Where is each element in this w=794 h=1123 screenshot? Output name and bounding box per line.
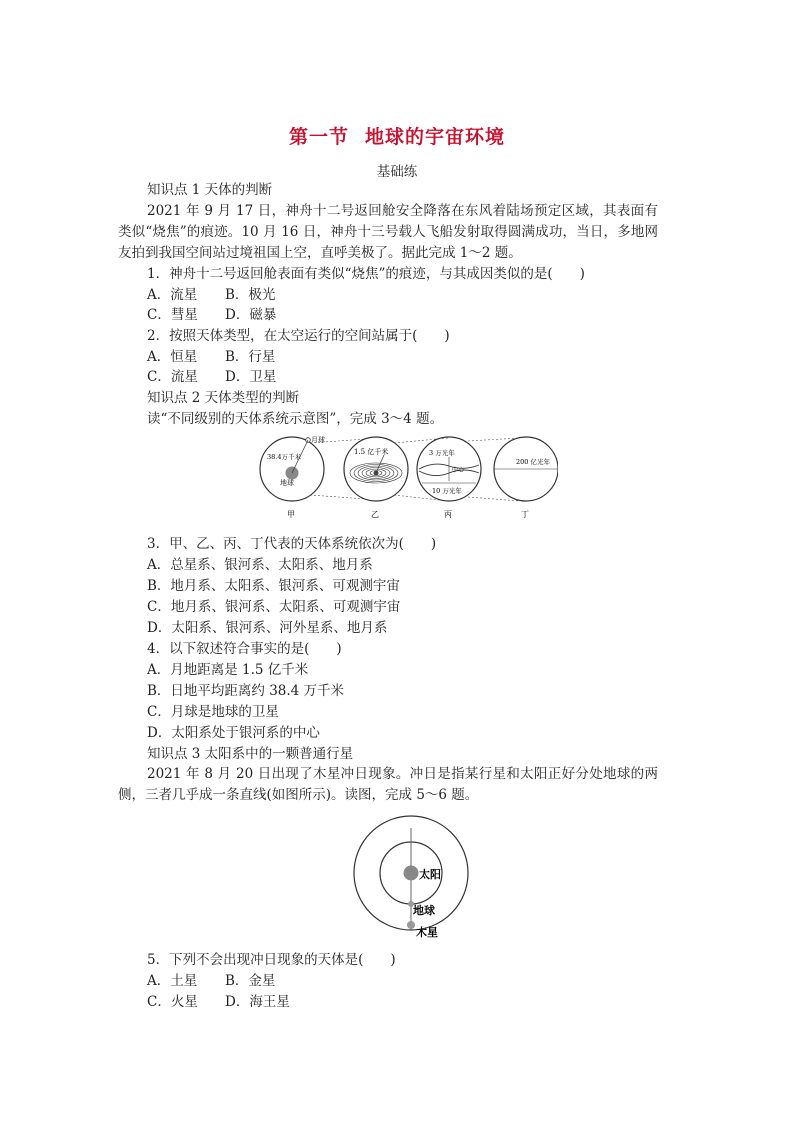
knowledge-point-3: 知识点 3 太阳系中的一颗普通行星	[147, 746, 354, 762]
label-yi: 乙	[371, 510, 379, 519]
earth-moon-distance-label: 38.4万千米	[267, 453, 301, 461]
earth-label: 地球	[413, 904, 435, 917]
jupiter-label: 木星	[416, 926, 438, 939]
sun-icon	[404, 866, 419, 881]
question-5: 5．下列不会出现冲日现象的天体是( )	[147, 952, 396, 968]
option: B．极光	[225, 287, 276, 303]
option: A．土星	[147, 973, 198, 989]
option: C．火星	[147, 994, 198, 1010]
option: C．彗星	[147, 307, 198, 323]
label-ding: 丁	[521, 510, 529, 519]
option: A．恒星	[147, 349, 198, 365]
label-bing: 丙	[444, 510, 452, 519]
knowledge-point-1: 知识点 1 天体的判断	[147, 182, 273, 198]
subtitle: 基础练	[376, 164, 418, 180]
question-2-options-row1	[147, 348, 275, 366]
option: A．流星	[147, 287, 198, 303]
intro-paragraph-1: 2021 年 9 月 17 日，神舟十二号返回舱安全降落在东风着陆场预定区域，其表面有类似“烧焦”的痕迹。10 月 16 日，神舟十三号载人飞船发射取得圆满成功，当日，多地网友拍到我国空间站过境祖国上空，直呼美极了。据此完成 1～2 题。	[118, 203, 658, 261]
sun-label: 太阳	[419, 868, 441, 881]
earth-label: 地球	[280, 479, 294, 487]
galaxy-diameter-label: 10 万光年	[432, 487, 462, 495]
question-3-option-d: D．太阳系、银河系、河外星系、地月系	[147, 620, 388, 636]
opposition-diagram	[350, 810, 470, 942]
question-4: 4．以下叙述符合事实的是( )	[147, 641, 342, 657]
option: B．行星	[225, 349, 276, 365]
page-title	[0, 122, 794, 149]
title-section: 第一节	[288, 126, 349, 148]
question-4-option-c: C．月球是地球的卫星	[147, 704, 279, 720]
question-3-option-a: A．总星系、银河系、太阳系、地月系	[147, 557, 373, 573]
question-4-option-d: D．太阳系处于银河系的中心	[147, 725, 320, 741]
jupiter-icon	[407, 921, 415, 929]
option: C．流星	[147, 369, 198, 385]
question-2-options-row2	[147, 368, 276, 386]
label-jia: 甲	[287, 510, 295, 519]
intro-paragraph-2: 2021 年 8 月 20 日出现了木星冲日现象。冲日是指某行星和太阳正好分处地球的两侧，三者几乎成一条直线(如图所示)。读图，完成 5～6 题。	[118, 766, 658, 803]
question-3-option-b: B．地月系、太阳系、银河系、可观测宇宙	[147, 578, 400, 594]
moon-label: 月球	[311, 436, 325, 444]
question-2: 2．按照天体类型，在太空运行的空间站属于( )	[147, 328, 450, 344]
celestial-systems-diagram	[258, 433, 558, 523]
option: D．卫星	[225, 369, 277, 385]
option: B．金星	[225, 973, 276, 989]
universe-distance-label: 200 亿光年	[516, 458, 550, 466]
question-4-option-b: B．日地平均距离约 38.4 万千米	[147, 683, 345, 699]
galaxy-distance-label: 3 万光年	[429, 449, 455, 457]
read-instruction-1: 读“不同级别的天体系统示意图”，完成 3～4 题。	[147, 411, 444, 427]
galaxy-center-label: 中心	[452, 467, 465, 474]
option: D．磁暴	[225, 307, 277, 323]
question-5-options-row2	[147, 993, 290, 1011]
question-1-options-row1	[147, 286, 275, 304]
question-3: 3．甲、乙、丙、丁代表的天体系统依次为( )	[147, 536, 437, 552]
question-1-options-row2	[147, 306, 276, 324]
knowledge-point-2: 知识点 2 天体类型的判断	[147, 390, 300, 406]
question-1: 1．神舟十二号返回舱表面有类似“烧焦”的痕迹，与其成因类似的是( )	[147, 266, 585, 282]
option: D．海王星	[225, 994, 290, 1010]
question-3-option-c: C．地月系、银河系、太阳系、可观测宇宙	[147, 599, 401, 615]
title-topic: 地球的宇宙环境	[365, 126, 506, 148]
earth-sun-distance-label: 1.5 亿千米	[354, 448, 389, 456]
question-5-options-row1	[147, 972, 275, 990]
question-4-option-a: A．月地距离是 1.5 亿千米	[147, 662, 309, 678]
